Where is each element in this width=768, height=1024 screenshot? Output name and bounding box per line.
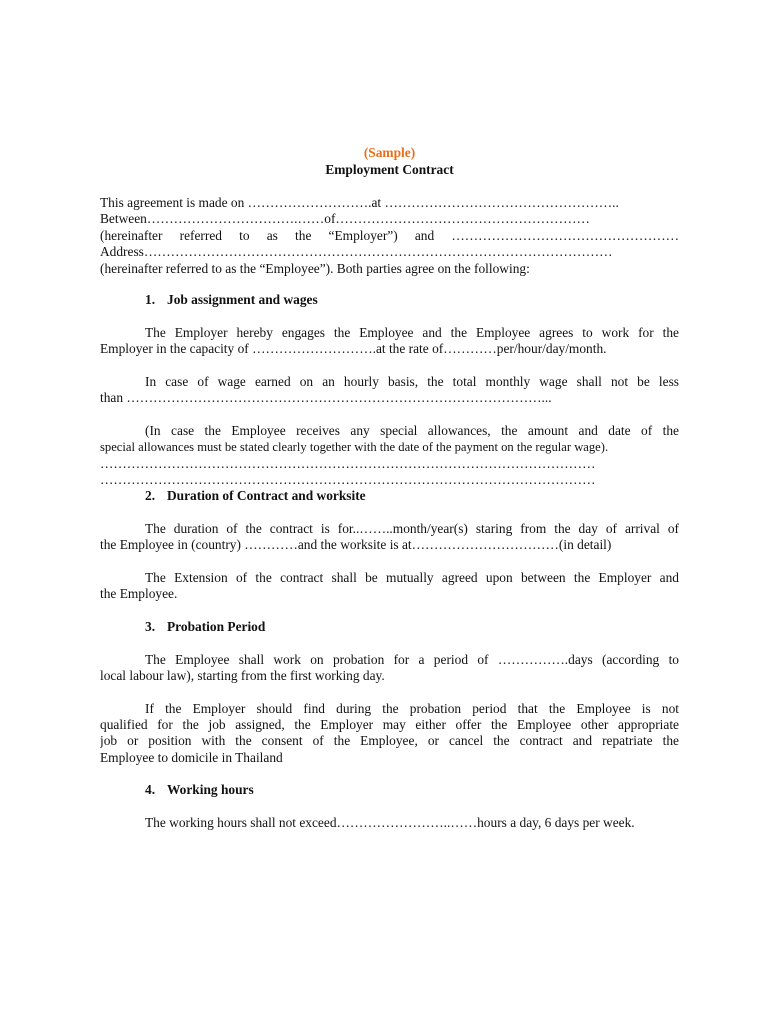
sample-label: (Sample) xyxy=(363,145,416,160)
paragraph-line: local labour law), starting from the first working day. xyxy=(100,668,385,683)
paragraph-line: qualified for the job assigned, the Employer may either offer the Employee other appropriate xyxy=(100,717,679,732)
intro-line-employer: (hereinafter referred to as the “Employer”) and …………………………………………… xyxy=(100,228,679,243)
paragraph-line: the Employee in (country) …………and the worksite is at……………………………(in detail) xyxy=(100,537,612,552)
section-heading-1 xyxy=(145,292,318,308)
intro-line-employee: (hereinafter referred to as the “Employee”). Both parties agree on the following: xyxy=(100,261,530,276)
intro-line-address: Address…………………………………………………………………………………………… xyxy=(100,244,613,259)
paragraph-line: The working hours shall not exceed……………………..……hours a day, 6 days per week. xyxy=(145,815,635,830)
intro-line-between: Between…………………………….……of………………………………………………… xyxy=(100,211,590,226)
section-number: 3. xyxy=(145,619,156,634)
section-title: Working hours xyxy=(167,782,254,797)
paragraph-line: In case of wage earned on an hourly basis, the total monthly wage shall not be less xyxy=(145,374,679,389)
section-title: Duration of Contract and worksite xyxy=(167,488,366,503)
paragraph-line: The Employer hereby engages the Employee and the Employee agrees to work for the xyxy=(145,325,679,340)
paragraph-line: the Employee. xyxy=(100,586,178,601)
paragraph-line: than …………………………………………………………………………………... xyxy=(100,390,552,405)
section-heading-2 xyxy=(145,488,366,504)
section-number: 2. xyxy=(145,488,156,503)
paragraph-line: (In case the Employee receives any special allowances, the amount and date of the xyxy=(145,423,679,438)
section-title: Probation Period xyxy=(167,619,266,634)
paragraph-line: special allowances must be stated clearly together with the date of the payment on the regular wage). xyxy=(100,440,609,454)
paragraph-line: The Extension of the contract shall be mutually agreed upon between the Employer and xyxy=(145,570,679,585)
paragraph-line: Employer in the capacity of ……………………….at the rate of…………per/hour/day/month. xyxy=(100,341,607,356)
fill-in-dotted-line: ………………………………………………………………………………………………… xyxy=(100,472,596,487)
fill-in-dotted-line: ………………………………………………………………………………………………… xyxy=(100,456,596,471)
paragraph-line: Employee to domicile in Thailand xyxy=(100,750,283,765)
section-title: Job assignment and wages xyxy=(167,292,318,307)
intro-line-date: This agreement is made on ……………………….at …………………………………………….. xyxy=(100,195,619,210)
section-heading-4 xyxy=(145,782,254,798)
section-heading-3 xyxy=(145,619,265,635)
paragraph-line: The Employee shall work on probation for a period of …………….days (according to xyxy=(145,652,679,667)
section-number: 1. xyxy=(145,292,156,307)
document-title: Employment Contract xyxy=(325,162,454,177)
paragraph-line: If the Employer should find during the probation period that the Employee is not xyxy=(145,701,679,716)
paragraph-line: The duration of the contract is for..……..month/year(s) staring from the day of arrival of xyxy=(145,521,679,536)
paragraph-line: job or position with the consent of the Employee, or cancel the contract and repatriate the xyxy=(100,733,679,748)
section-number: 4. xyxy=(145,782,156,797)
